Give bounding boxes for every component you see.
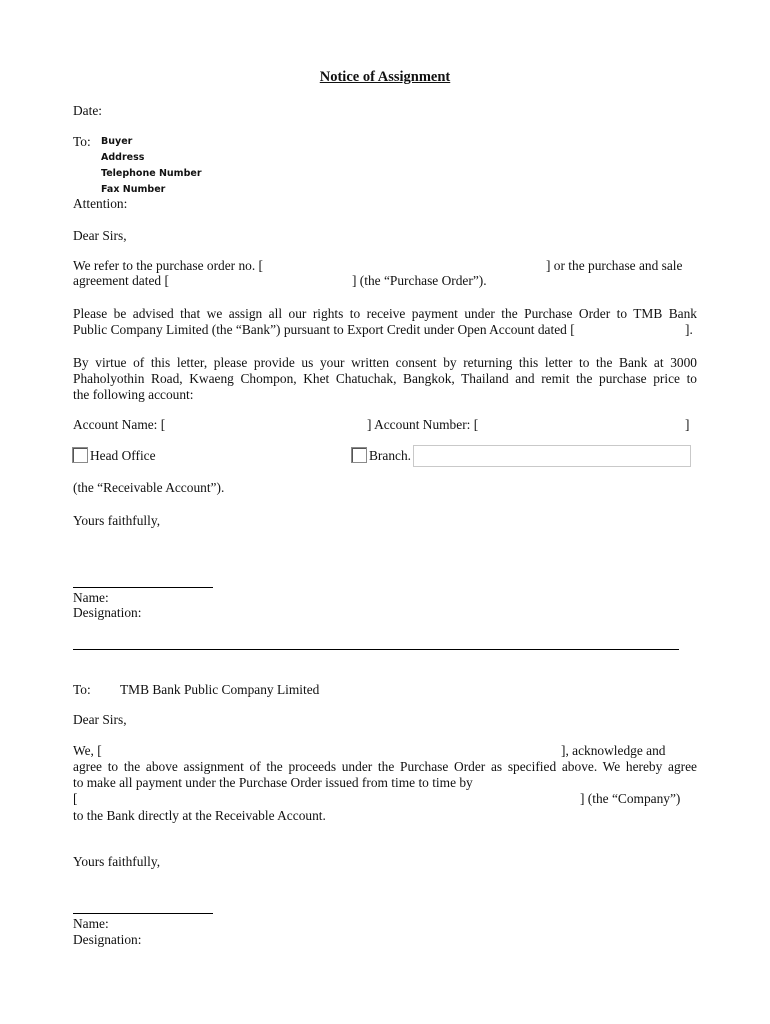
purchase-order-text-end: ] or the purchase and sale — [546, 258, 683, 273]
assignment-paragraph-end: ]. — [685, 322, 693, 337]
ack-line3: to make all payment under the Purchase Order issued from time to time by — [73, 775, 473, 790]
consent-paragraph-line3: the following account: — [73, 387, 194, 402]
recipient-telephone: Telephone Number — [101, 168, 202, 179]
closing-yours-faithfully-2: Yours faithfully, — [73, 854, 161, 869]
signature-name-label: Name: — [73, 590, 109, 605]
account-close-bracket: ] — [685, 417, 690, 432]
ack-line1-end: ], acknowledge and — [561, 743, 666, 758]
ack-line4-end: ] (the “Company”) — [580, 791, 681, 806]
recipient-fax: Fax Number — [101, 184, 166, 195]
account-number-label: ] Account Number: [ — [367, 417, 479, 432]
document-title: Notice of Assignment — [319, 69, 451, 85]
ack-salutation: Dear Sirs, — [73, 712, 127, 727]
ack-line4-start: [ — [73, 791, 78, 806]
branch-input-field[interactable] — [413, 445, 691, 467]
attention-label: Attention: — [73, 196, 128, 211]
signature2-name-label: Name: — [73, 916, 109, 931]
salutation: Dear Sirs, — [73, 228, 127, 243]
branch-label: Branch. — [369, 448, 412, 463]
to-label: To: — [73, 134, 91, 149]
purchase-order-text: We refer to the purchase order no. [ — [73, 258, 264, 273]
ack-to-value: TMB Bank Public Company Limited — [120, 682, 320, 697]
signature-line-2 — [73, 913, 213, 914]
ack-to-label: To: — [73, 682, 91, 697]
assignment-paragraph-line1: Please be advised that we assign all our rights to receive payment under the Purchase Order to TMB Bank — [73, 306, 697, 321]
account-name-label: Account Name: [ — [73, 417, 166, 432]
ack-line5: to the Bank directly at the Receivable Account. — [73, 808, 326, 823]
recipient-buyer: Buyer — [101, 136, 133, 147]
consent-paragraph-line1: By virtue of this letter, please provide us your written consent by returning this letter to the Bank at 3000 — [73, 355, 697, 370]
ack-line1-start: We, [ — [73, 743, 102, 758]
signature-line — [73, 587, 213, 588]
section-divider — [73, 649, 679, 650]
date-label: Date: — [73, 103, 102, 118]
head-office-checkbox[interactable] — [72, 447, 88, 463]
receivable-account-text: (the “Receivable Account”). — [73, 480, 225, 495]
assignment-paragraph-line2: Public Company Limited (the “Bank”) pursuant to Export Credit under Open Account dated [ — [73, 322, 575, 337]
recipient-address: Address — [101, 152, 145, 163]
signature2-designation-label: Designation: — [73, 932, 142, 947]
agreement-dated-text: agreement dated [ — [73, 273, 169, 288]
head-office-label: Head Office — [90, 448, 156, 463]
purchase-order-definition: ] (the “Purchase Order”). — [352, 273, 487, 288]
ack-line2: agree to the above assignment of the proceeds under the Purchase Order as specified above. We hereby agree — [73, 759, 697, 774]
closing-yours-faithfully: Yours faithfully, — [73, 513, 161, 528]
consent-paragraph-line2: Phaholyothin Road, Kwaeng Chompon, Khet Chatuchak, Bangkok, Thailand and remit the purchase price to — [73, 371, 697, 386]
signature-designation-label: Designation: — [73, 605, 142, 620]
branch-checkbox[interactable] — [351, 447, 367, 463]
